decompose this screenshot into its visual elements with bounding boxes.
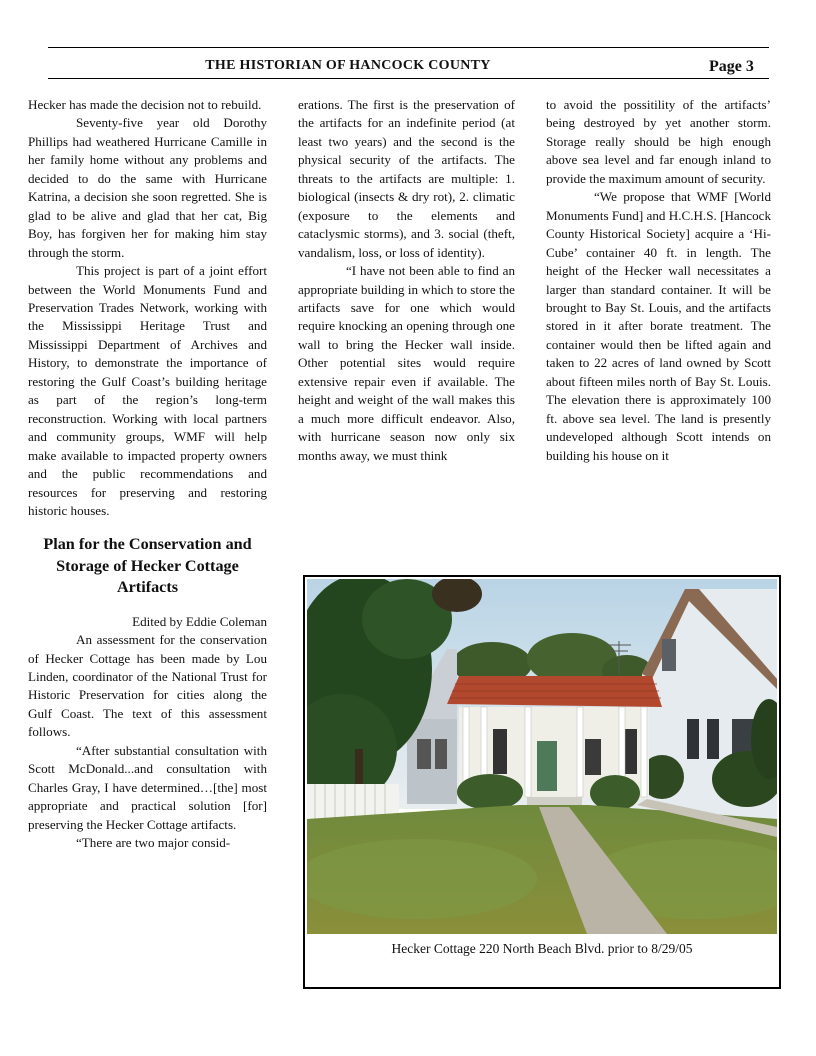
paragraph: An assessment for the conservation of Hecker Cottage has been made by Lou Linden, coordinator of the National Trust for Historic Preservation for cities along the Gulf Coast. The text of this assessment follows. [28,632,267,740]
article-byline: Edited by Eddie Coleman [132,613,267,629]
page-number: Page 3 [709,58,754,75]
column-3 [546,96,771,465]
photo-caption: Hecker Cottage 220 North Beach Blvd. prior to 8/29/05 [391,941,693,956]
paragraph: This project is part of a joint effort between the World Monuments Fund and Preservation Trades Network, working with the Mississippi Heritage Trust and Mississippi Department of Archives and History, to demonstrate the importance of restoring the Gulf Coast’s building heritage as part of the region’s long-term reconstruction. Working with local partners and community groups, WMF will help make available to impacted property owners and the public recommendations and resources for preserving and restoring historic houses. [28,263,267,518]
paragraph: “I have not been able to find an appropriate building in which to store the artifacts save for one which would require knocking an opening through one wall to bring the Hecker wall inside. Other potential sites would require extensive repair even if available. The height and weight of the wall makes this a much more difficult endeavor. Also, with hurricane season now only six months away, we must think [298,263,515,463]
header-bottom-rule [48,78,769,79]
column-2 [298,96,515,465]
newsletter-title: THE HISTORIAN OF HANCOCK COUNTY [205,58,491,73]
article-title: Plan for the Conservation and Storage of Hecker Cottage Artifacts [43,535,252,597]
paragraph: erations. The first is the preservation of the artifacts for an indefinite period (at least two years) and the second is the physical security of the artifacts. The threats to the artifacts are multiple: 1. biological (insects & dry rot), 2. climatic (exposure to the elements and cataclysmic storms), and 3. social (theft, vandalism, loss, or loss of identity). [298,97,515,260]
photo-frame [303,575,781,989]
paragraph: “We propose that WMF [World Monuments Fund] and H.C.H.S. [Hancock County Historical Society] acquire a ‘Hi-Cube’ container 40 ft. in length. The height of the Hecker wall necessitates a larger than standard container. It will be brought to Bay St. Louis, and the artifacts stored in it after borate treatment. The container would then be lifted again and taken to 22 acres of land owned by Scott about fifteen miles north of Bay St. Louis. The elevation there is approximately 100 ft. above sea level. The land is presently undeveloped although Scott intends on building his house on it [546,189,771,463]
paragraph: to avoid the possitility of the artifacts’ being destroyed by yet another storm. Storage really should be high enough above sea level and far enough inland to provide the maximum amount of security. [546,97,771,186]
cottage-photo [307,579,777,934]
paragraph: “After substantial consultation with Scott McDonald...and consultation with Charles Gray, I have determined…[the] most appropriate and practical solution [for] preserving the Hecker Cottage artifacts. [28,742,267,832]
header-top-rule [48,47,769,48]
column-1 [28,96,267,853]
paragraph: “There are two major consid- [76,835,231,851]
paragraph: Hecker has made the decision not to rebuild. [28,97,262,112]
paragraph: Seventy-five year old Dorothy Phillips had weathered Hurricane Camille in her family home without any problems and decided to do the same with Hurricane Katrina, a decision she soon regretted. She is glad to be alive and glad that her cat, Big Boy, has forgiven her for making him stay through the storm. [28,115,267,260]
